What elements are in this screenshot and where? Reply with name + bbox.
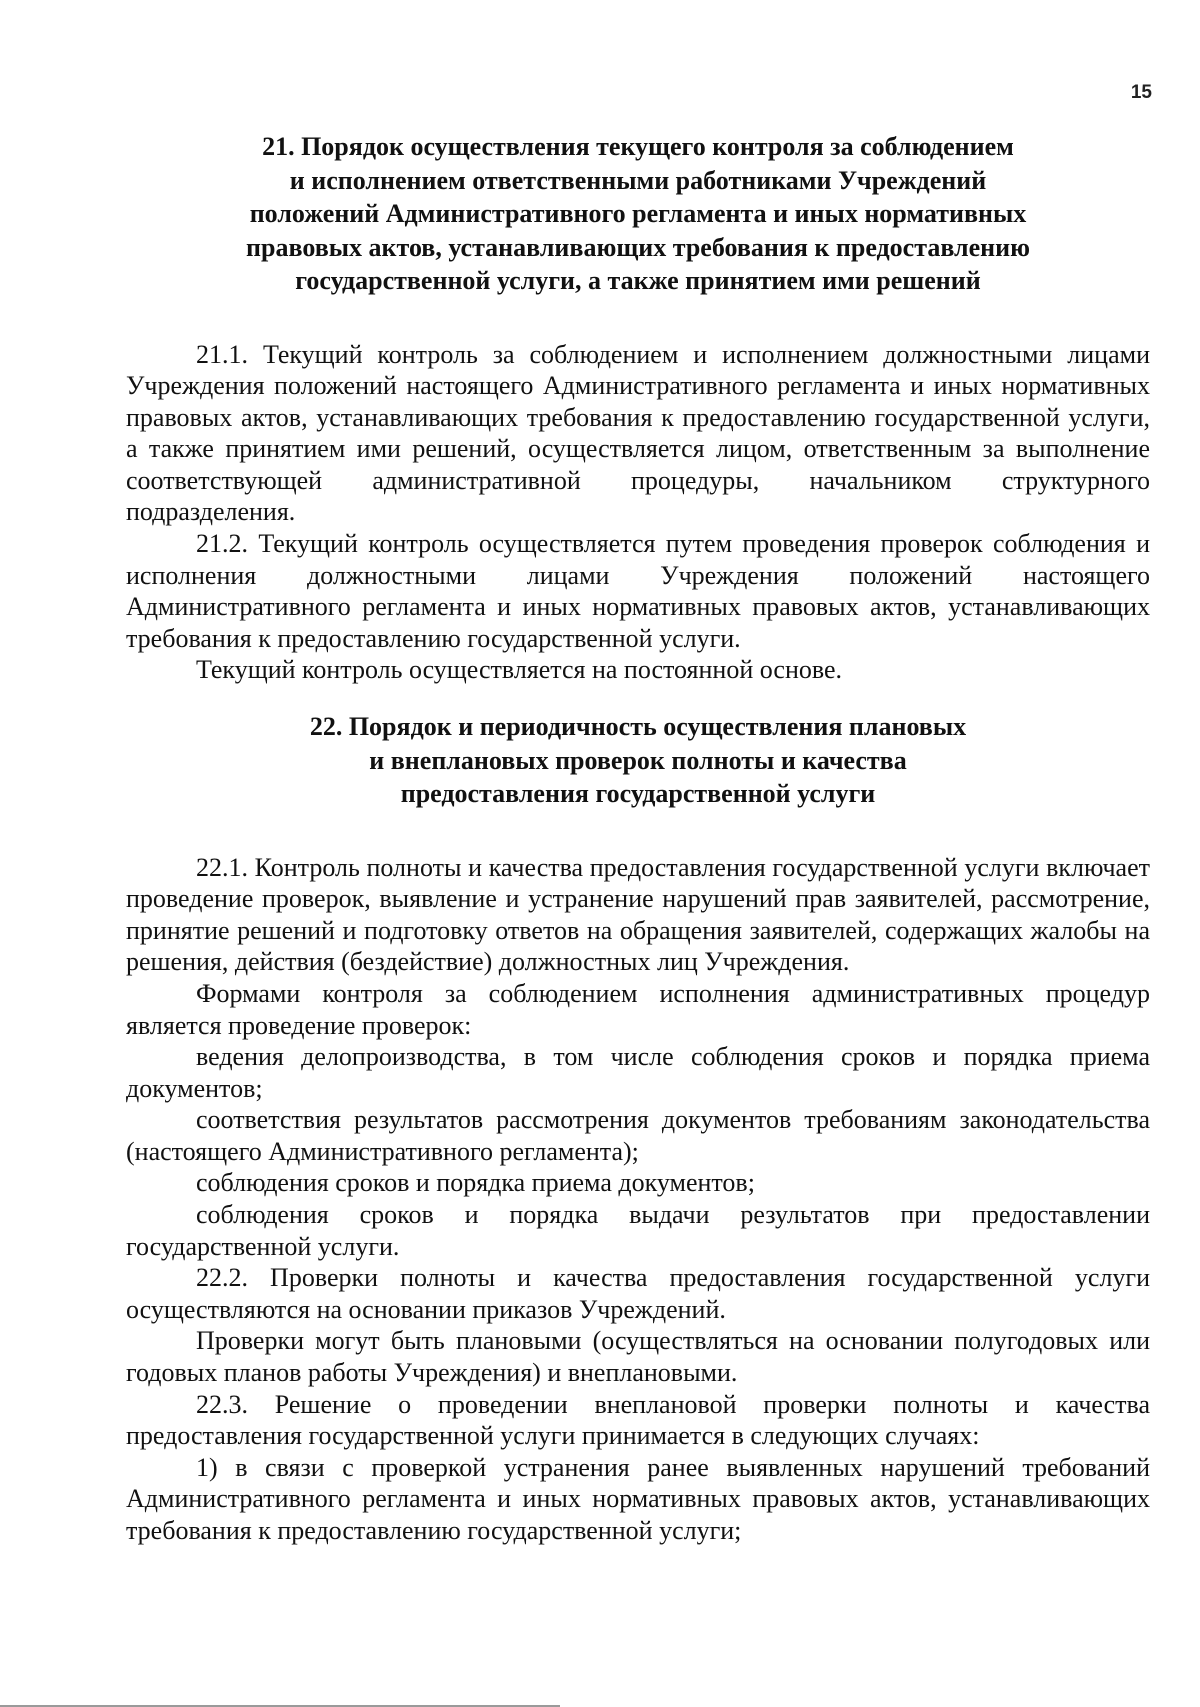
document-body [126,130,1150,1547]
section-22-heading [126,710,1150,811]
paragraph-list-item: ведения делопроизводства, в том числе соблюдения сроков и порядка приема документов; [126,1042,1150,1103]
paragraph-control-forms: Формами контроля за соблюдением исполнения административных процедур является проведение проверок: [126,978,1150,1040]
paragraph-22-2: 22.2. Проверки полноты и качества предоставления государственной услуги осуществляются на основании приказов Учреждений. [126,1263,1150,1324]
paragraph-21-2: 21.2. Текущий контроль осуществляется путем проведения проверок соблюдения и исполнения должностными лицами Учреждения положений настоящего Административного регламента и иных нормативных правовых актов, устанавливающих требования к предоставлению государственной услуги. [126,529,1150,653]
heading-line: положений Административного регламента и иных нормативных [249,199,1027,228]
page-number: 15 [1130,82,1152,103]
heading-line: государственной услуги, а также принятием ими решений [295,266,981,295]
heading-line: 22. Порядок и периодичность осуществления плановых [309,712,967,742]
heading-line: и внеплановых проверок полноты и качества [369,745,907,775]
heading-line: и исполнением ответственными работниками Учреждений [289,165,987,195]
heading-line: 21. Порядок осуществления текущего контроля за соблюдением [262,132,1014,161]
paragraph-list-item: соблюдения сроков и порядка выдачи результатов при предоставлении государственной услуги. [126,1200,1150,1261]
paragraph-inspection-types: Проверки могут быть плановыми (осуществляться на основании полугодовых или годовых планов работы Учреждения) и внеплановыми. [126,1326,1150,1388]
heading-line: предоставления государственной услуги [400,779,876,809]
paragraph-21-1: 21.1. Текущий контроль за соблюдением и исполнением должностными лицами Учреждения положений настоящего Административного регламента и иных нормативных правовых актов, устанавливающих требования к предоставлению государственной услуги, а также принятием ими решений, осуществляется лицом, ответственным за выполнение соответствующей административной процедуры, начальником структурного подразделения. [126,339,1150,527]
section-21-heading [126,130,1150,298]
paragraph-list-item: соблюдения сроков и порядка приема документов; [196,1168,755,1198]
paragraph-case-1: 1) в связи с проверкой устранения ранее выявленных нарушений требований Административного регламента и иных нормативных правовых актов, устанавливающих требования к предоставлению государственной услуги; [126,1452,1150,1545]
paragraph-21-permanent: Текущий контроль осуществляется на постоянной основе. [196,655,843,685]
paragraph-list-item: соответствия результатов рассмотрения документов требованиям законодательства (настоящего Административного регламента); [126,1105,1150,1166]
paragraph-22-1: 22.1. Контроль полноты и качества предоставления государственной услуги включает проведение проверок, выявление и устранение нарушений прав заявителей, рассмотрение, принятие решений и подготовку ответов на обращения заявителей, содержащих жалобы на решения, действия (бездействие) должностных лиц Учреждения. [126,852,1150,977]
heading-line: правовых актов, устанавливающих требования к предоставлению [246,232,1030,262]
paragraph-22-3: 22.3. Решение о проведении внеплановой проверки полноты и качества предоставления государственной услуги принимается в следующих случаях: [126,1389,1150,1451]
